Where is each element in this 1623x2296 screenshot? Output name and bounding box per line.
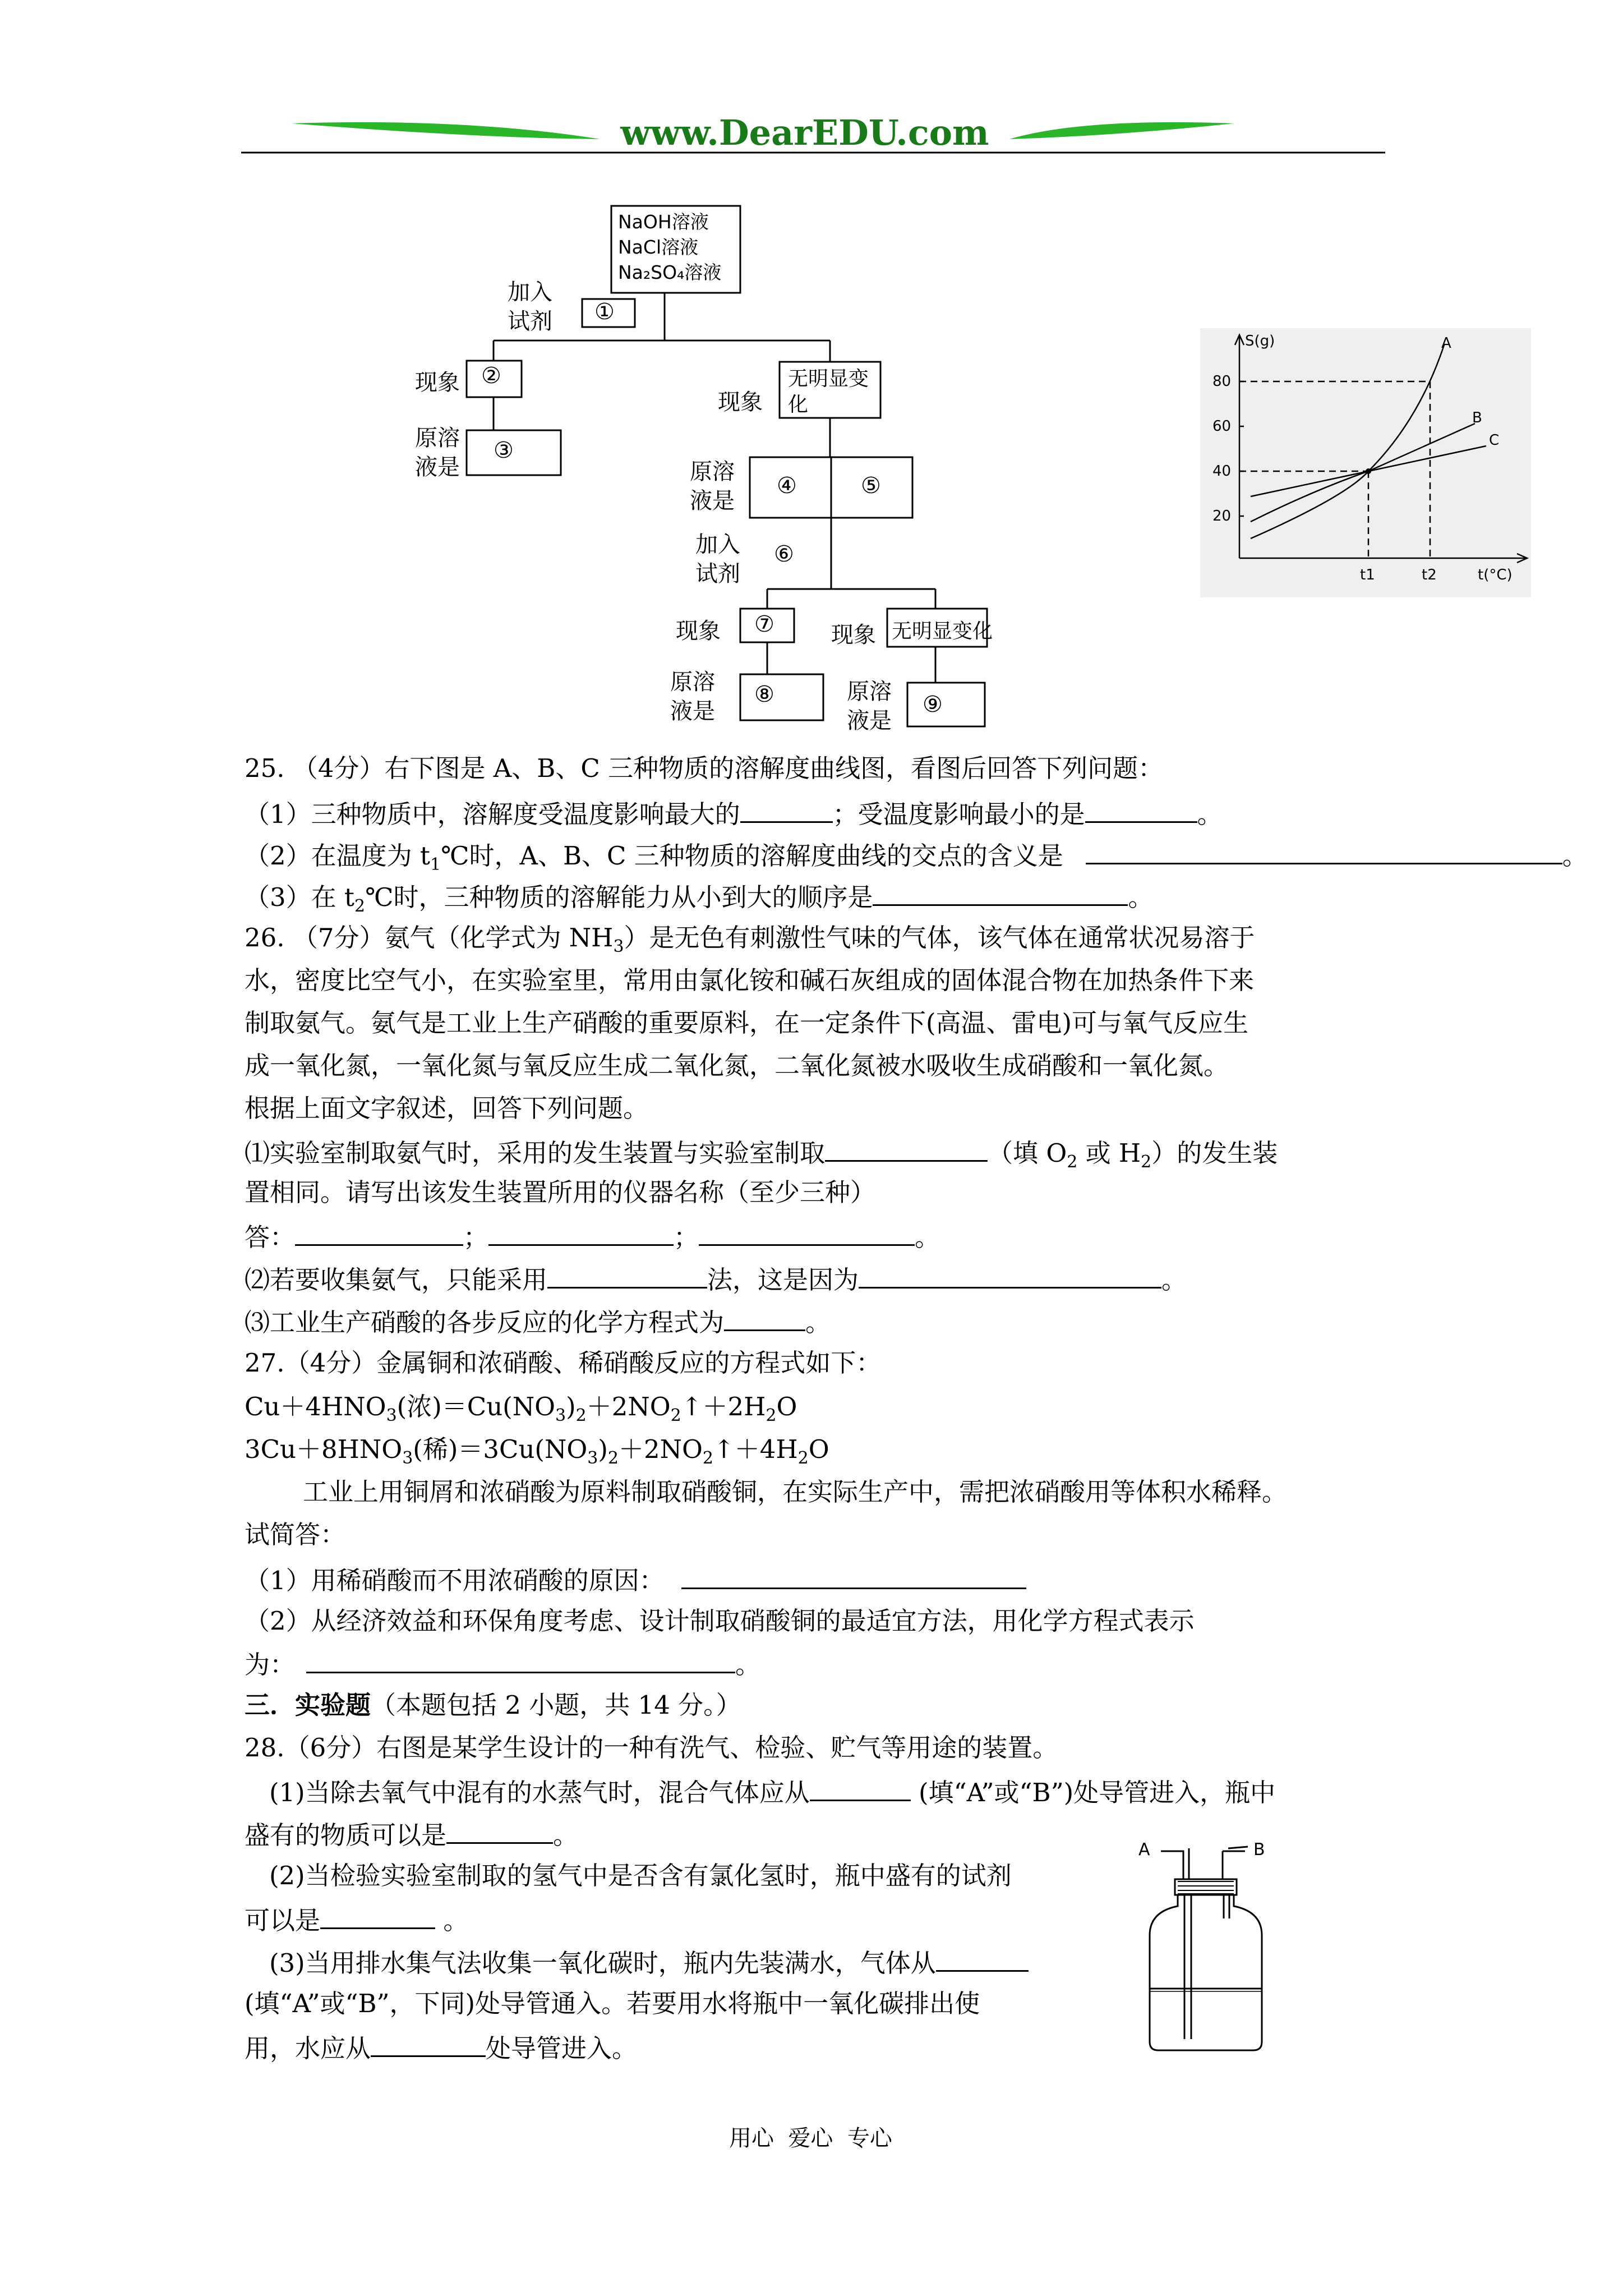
eq2-part-5: 2 <box>607 1448 619 1468</box>
y-tick-80: 80 <box>1212 373 1232 390</box>
marker-2: ② <box>481 363 501 389</box>
q26-sub1 <box>245 1134 1278 1179</box>
q26-sub3 <box>245 1304 831 1340</box>
q26-s3-blank[interactable] <box>724 1304 805 1331</box>
x-tick-t1: t1 <box>1360 567 1375 583</box>
q26-answer-end: 。 <box>915 1222 940 1252</box>
add-reagent-label-2: 加入试剂 <box>695 532 740 587</box>
q28-s2-blank[interactable] <box>320 1902 435 1929</box>
eq2-part-4: ) <box>598 1434 608 1464</box>
q26-s1-b: （填 O <box>988 1138 1067 1168</box>
eq1-part-5: 2 <box>575 1406 587 1425</box>
q28-s1-blank-1[interactable] <box>810 1774 911 1801</box>
q26-s1-c: 或 H <box>1077 1138 1141 1168</box>
q26-para-5: 根据上面文字叙述，回答下列问题。 <box>245 1093 649 1123</box>
eq2-part-3: 3 <box>587 1448 598 1468</box>
q27-s1-blank[interactable] <box>681 1562 1026 1589</box>
y-tick-40: 40 <box>1212 463 1232 480</box>
y-tick-20: 20 <box>1212 508 1232 524</box>
q26-sub1-cont: 置相同。请写出该发生装置所用的仪器名称（至少三种） <box>245 1177 876 1207</box>
eq1-part-4: ) <box>566 1392 576 1421</box>
q26-s3-a: ⑶工业生产硝酸的各步反应的化学方程式为 <box>245 1308 725 1337</box>
q25-part3 <box>245 878 1153 923</box>
phenomenon-label-4: 现象 <box>831 622 876 648</box>
q25-part1 <box>245 795 1223 831</box>
q26-p1-sub: 3 <box>613 937 624 956</box>
q28-s3-c: 用，水应从 <box>245 2033 371 2063</box>
eq2-part-7: 2 <box>702 1448 714 1468</box>
q26-s1-sub1: 2 <box>1067 1152 1078 1172</box>
q28-sub1-cont <box>245 1816 578 1852</box>
phenomenon-label-1: 现象 <box>415 370 460 395</box>
q26-answer-blank-2[interactable] <box>488 1218 674 1246</box>
q26-answer-blank-3[interactable] <box>699 1218 915 1246</box>
q25-2-text-b: ℃时，A、B、C 三种物质的溶解度曲线的交点的含义是 <box>441 841 1063 871</box>
x-axis-label: t(°C) <box>1478 567 1513 583</box>
q28-s2-b: 可以是 <box>245 1906 321 1935</box>
q28-s1-blank-2[interactable] <box>446 1816 553 1844</box>
eq2-part-2: (稀)＝3Cu(NO <box>413 1434 588 1464</box>
q28-s1-b: (填“A”或“B”)处导管进入，瓶中 <box>910 1778 1276 1807</box>
curve-a <box>1251 345 1444 539</box>
q26-sep-1: ； <box>463 1222 489 1252</box>
eq1-part-2: (浓)＝Cu(NO <box>396 1392 556 1421</box>
y-axis-label: S(g) <box>1245 333 1275 349</box>
q27-s1-text: （1）用稀硝酸而不用浓硝酸的原因： <box>245 1566 665 1595</box>
q26-answer-line <box>245 1218 940 1254</box>
q25-1-text-a: （1）三种物质中，溶解度受温度影响最大的 <box>245 799 740 829</box>
eq1-part-9: 2 <box>766 1406 777 1425</box>
q28-s2-c: 。 <box>435 1906 469 1935</box>
q27-s2-label: 为： <box>245 1650 296 1680</box>
eq1-part-10: O <box>776 1392 797 1421</box>
phenomenon-label-3: 现象 <box>676 618 721 644</box>
section-3-heading <box>245 1688 741 1722</box>
original-solution-label-4: 原溶液是 <box>847 679 892 734</box>
q25-3-text-a: （3）在 t <box>245 882 355 912</box>
q26-s1-d: ）的发生装 <box>1151 1138 1278 1168</box>
q25-2-sub: 1 <box>430 855 441 875</box>
q28-head: 28.（6分）右图是某学生设计的一种有洗气、检验、贮气等用途的装置。 <box>245 1733 1058 1763</box>
original-solution-label-2: 原溶液是 <box>690 459 735 514</box>
original-solution-label-3: 原溶液是 <box>670 669 715 724</box>
no-change-box-1: 无明显变化 <box>788 367 869 416</box>
q27-sub2: （2）从经济效益和环保角度考虑、设计制取硝酸铜的最适宜方法，用化学方程式表示 <box>245 1606 1195 1636</box>
q28-s1-c: 盛有的物质可以是 <box>245 1820 447 1850</box>
q28-sub2-cont <box>245 1902 468 1938</box>
flowchart <box>415 199 1032 738</box>
marker-7: ⑦ <box>754 611 774 637</box>
section-3-note: （本题包括 2 小题，共 14 分。） <box>371 1690 741 1720</box>
q26-answer-label: 答： <box>245 1222 296 1252</box>
label-b: B <box>1253 1840 1265 1860</box>
q28-s3-blank-1[interactable] <box>936 1944 1029 1972</box>
add-reagent-label-1: 加入试剂 <box>508 279 552 334</box>
q25-3-blank[interactable] <box>873 878 1128 906</box>
q28-sub3 <box>269 1944 1029 1980</box>
q25-head: 25. （4分）右下图是 A、B、C 三种物质的溶解度曲线图，看图后回答下列问题： <box>245 753 1164 783</box>
eq2-part-9: 2 <box>797 1448 809 1468</box>
series-label-c: C <box>1489 432 1500 449</box>
eq2-part-6: ＋2NO <box>619 1434 703 1464</box>
q26-para-3: 制取氨气。氨气是工业上生产硝酸的重要原料，在一定条件下(高温、雷电)可与氧气反应生 <box>245 1008 1249 1038</box>
q25-1-text-c: 。 <box>1197 799 1223 829</box>
q28-sub3-end <box>245 2030 637 2065</box>
q26-s2-a: ⑵若要收集氨气，只能采用 <box>245 1265 548 1295</box>
q26-s2-blank-1[interactable] <box>547 1261 707 1289</box>
q26-s2-b: 法，这是因为 <box>707 1265 859 1295</box>
marker-9: ⑨ <box>923 692 943 717</box>
q25-1-blank-1[interactable] <box>740 795 833 823</box>
eq1-part-0: Cu＋4HNO <box>245 1392 386 1421</box>
eq1-part-3: 3 <box>555 1406 566 1425</box>
solubility-chart <box>1200 328 1531 597</box>
eq1-part-7: 2 <box>670 1406 681 1425</box>
q27-sub1 <box>245 1562 1026 1598</box>
q26-s1-blank[interactable] <box>825 1134 988 1162</box>
q25-2-text-a: （2）在温度为 t <box>245 841 431 871</box>
eq1-part-6: ＋2NO <box>586 1392 671 1421</box>
eq2-part-10: O <box>808 1434 829 1464</box>
q25-3-text-c: 。 <box>1128 882 1154 912</box>
q28-sub2: (2)当检验实验室制取的氢气中是否含有氯化氢时，瓶中盛有的试剂 <box>269 1861 1012 1890</box>
q25-3-text-b: ℃时，三种物质的溶解能力从小到大的顺序是 <box>365 882 873 912</box>
header-logo: www.DearEDU.com <box>620 112 989 153</box>
top-box-line-3: Na₂SO₄溶液 <box>618 261 722 283</box>
eq2-part-1: 3 <box>402 1448 413 1468</box>
q26-s3-b: 。 <box>805 1308 831 1337</box>
no-change-box-2: 无明显变化 <box>892 620 993 643</box>
x-tick-t2: t2 <box>1422 567 1437 583</box>
label-a: A <box>1138 1840 1150 1860</box>
q27-head: 27.（4分）金属铜和浓硝酸、稀硝酸反应的方程式如下： <box>245 1348 882 1378</box>
q27-sub2-answer <box>245 1646 760 1682</box>
marker-1: ① <box>594 299 615 325</box>
gas-bottle-diagram <box>1133 1834 1357 2059</box>
q28-s3-blank-2[interactable] <box>371 2030 486 2057</box>
q28-sub3-cont: (填“A”或“B”，下同)处导管通入。若要用水将瓶中一氧化碳排出使 <box>245 1989 980 2018</box>
page-header <box>241 112 1385 163</box>
top-box-line-2: NaCl溶液 <box>618 236 699 258</box>
q27-s2-end: 。 <box>735 1650 761 1680</box>
gas-bottle-icon <box>1133 1834 1357 2059</box>
marker-8: ⑧ <box>754 682 774 707</box>
q28-s3-a: (3)当用排水集气法收集一氧化碳时，瓶内先装满水，气体从 <box>269 1948 936 1978</box>
eq1-part-1: 3 <box>386 1406 397 1425</box>
q28-s1-a: (1)当除去氧气中混有的水蒸气时，混合气体应从 <box>269 1778 810 1807</box>
q28-s1-d: 。 <box>553 1820 579 1850</box>
q26-sep-2: ； <box>674 1222 699 1252</box>
q27-para-2: 试简答： <box>245 1520 346 1549</box>
top-box-line-1: NaOH溶液 <box>618 211 709 233</box>
q25-1-blank-2[interactable] <box>1085 795 1197 823</box>
q25-part2 <box>245 837 1588 882</box>
page-footer: 用心 爱心 专心 <box>729 2125 892 2151</box>
original-solution-label-1: 原溶液是 <box>415 425 460 480</box>
q26-s2-blank-2[interactable] <box>859 1261 1161 1289</box>
chart-svg <box>1200 328 1531 597</box>
q26-p1-b: ）是无色有刺激性气味的气体，该气体在通常状况易溶于 <box>624 923 1255 953</box>
eq2-part-8: ↑＋4H <box>713 1434 798 1464</box>
series-label-b: B <box>1472 409 1482 426</box>
q26-sub2 <box>245 1261 1187 1297</box>
q26-s2-c: 。 <box>1161 1265 1187 1295</box>
section-3-title: 三．实验题 <box>245 1690 371 1720</box>
phenomenon-label-2: 现象 <box>718 389 763 415</box>
q27-equation-2 <box>245 1433 829 1475</box>
q27-para-1: 工业上用铜屑和浓硝酸为原料制取硝酸铜，在实际生产中，需把浓硝酸用等体积水稀释。 <box>303 1477 1288 1507</box>
q28-s3-d: 处导管进入。 <box>486 2033 638 2063</box>
eq2-part-0: 3Cu＋8HNO <box>245 1434 403 1464</box>
q25-1-text-b: ；受温度影响最小的是 <box>832 799 1085 829</box>
q26-s1-sub2: 2 <box>1141 1152 1152 1172</box>
marker-4: ④ <box>777 473 797 499</box>
series-label-a: A <box>1441 335 1451 352</box>
marker-3: ③ <box>494 438 514 463</box>
q26-s1-a: ⑴实验室制取氨气时，采用的发生装置与实验室制取 <box>245 1138 826 1168</box>
marker-5: ⑤ <box>861 473 881 499</box>
q25-2-blank[interactable] <box>1086 837 1562 864</box>
q26-answer-blank-1[interactable] <box>295 1218 463 1246</box>
marker-6: ⑥ <box>774 541 794 567</box>
q27-equation-1 <box>245 1390 797 1433</box>
y-tick-60: 60 <box>1212 418 1232 435</box>
eq1-part-8: ↑＋2H <box>681 1392 766 1421</box>
q27-s2-blank[interactable] <box>306 1646 735 1673</box>
flowchart-top-box <box>618 209 721 285</box>
q28-sub1 <box>269 1774 1275 1810</box>
q25-3-sub: 2 <box>354 896 366 916</box>
q25-2-text-c: 。 <box>1562 841 1588 871</box>
q26-para-1 <box>245 921 1255 964</box>
q26-para-4: 成一氧化氮，一氧化氮与氧反应生成二氧化氮，二氧化氮被水吸收生成硝酸和一氧化氮。 <box>245 1051 1229 1080</box>
q26-p1-a: 26. （7分）氨气（化学式为 NH <box>245 923 614 953</box>
q26-para-2: 水，密度比空气小，在实验室里，常用由氯化铵和碱石灰组成的固体混合物在加热条件下来 <box>245 965 1255 995</box>
